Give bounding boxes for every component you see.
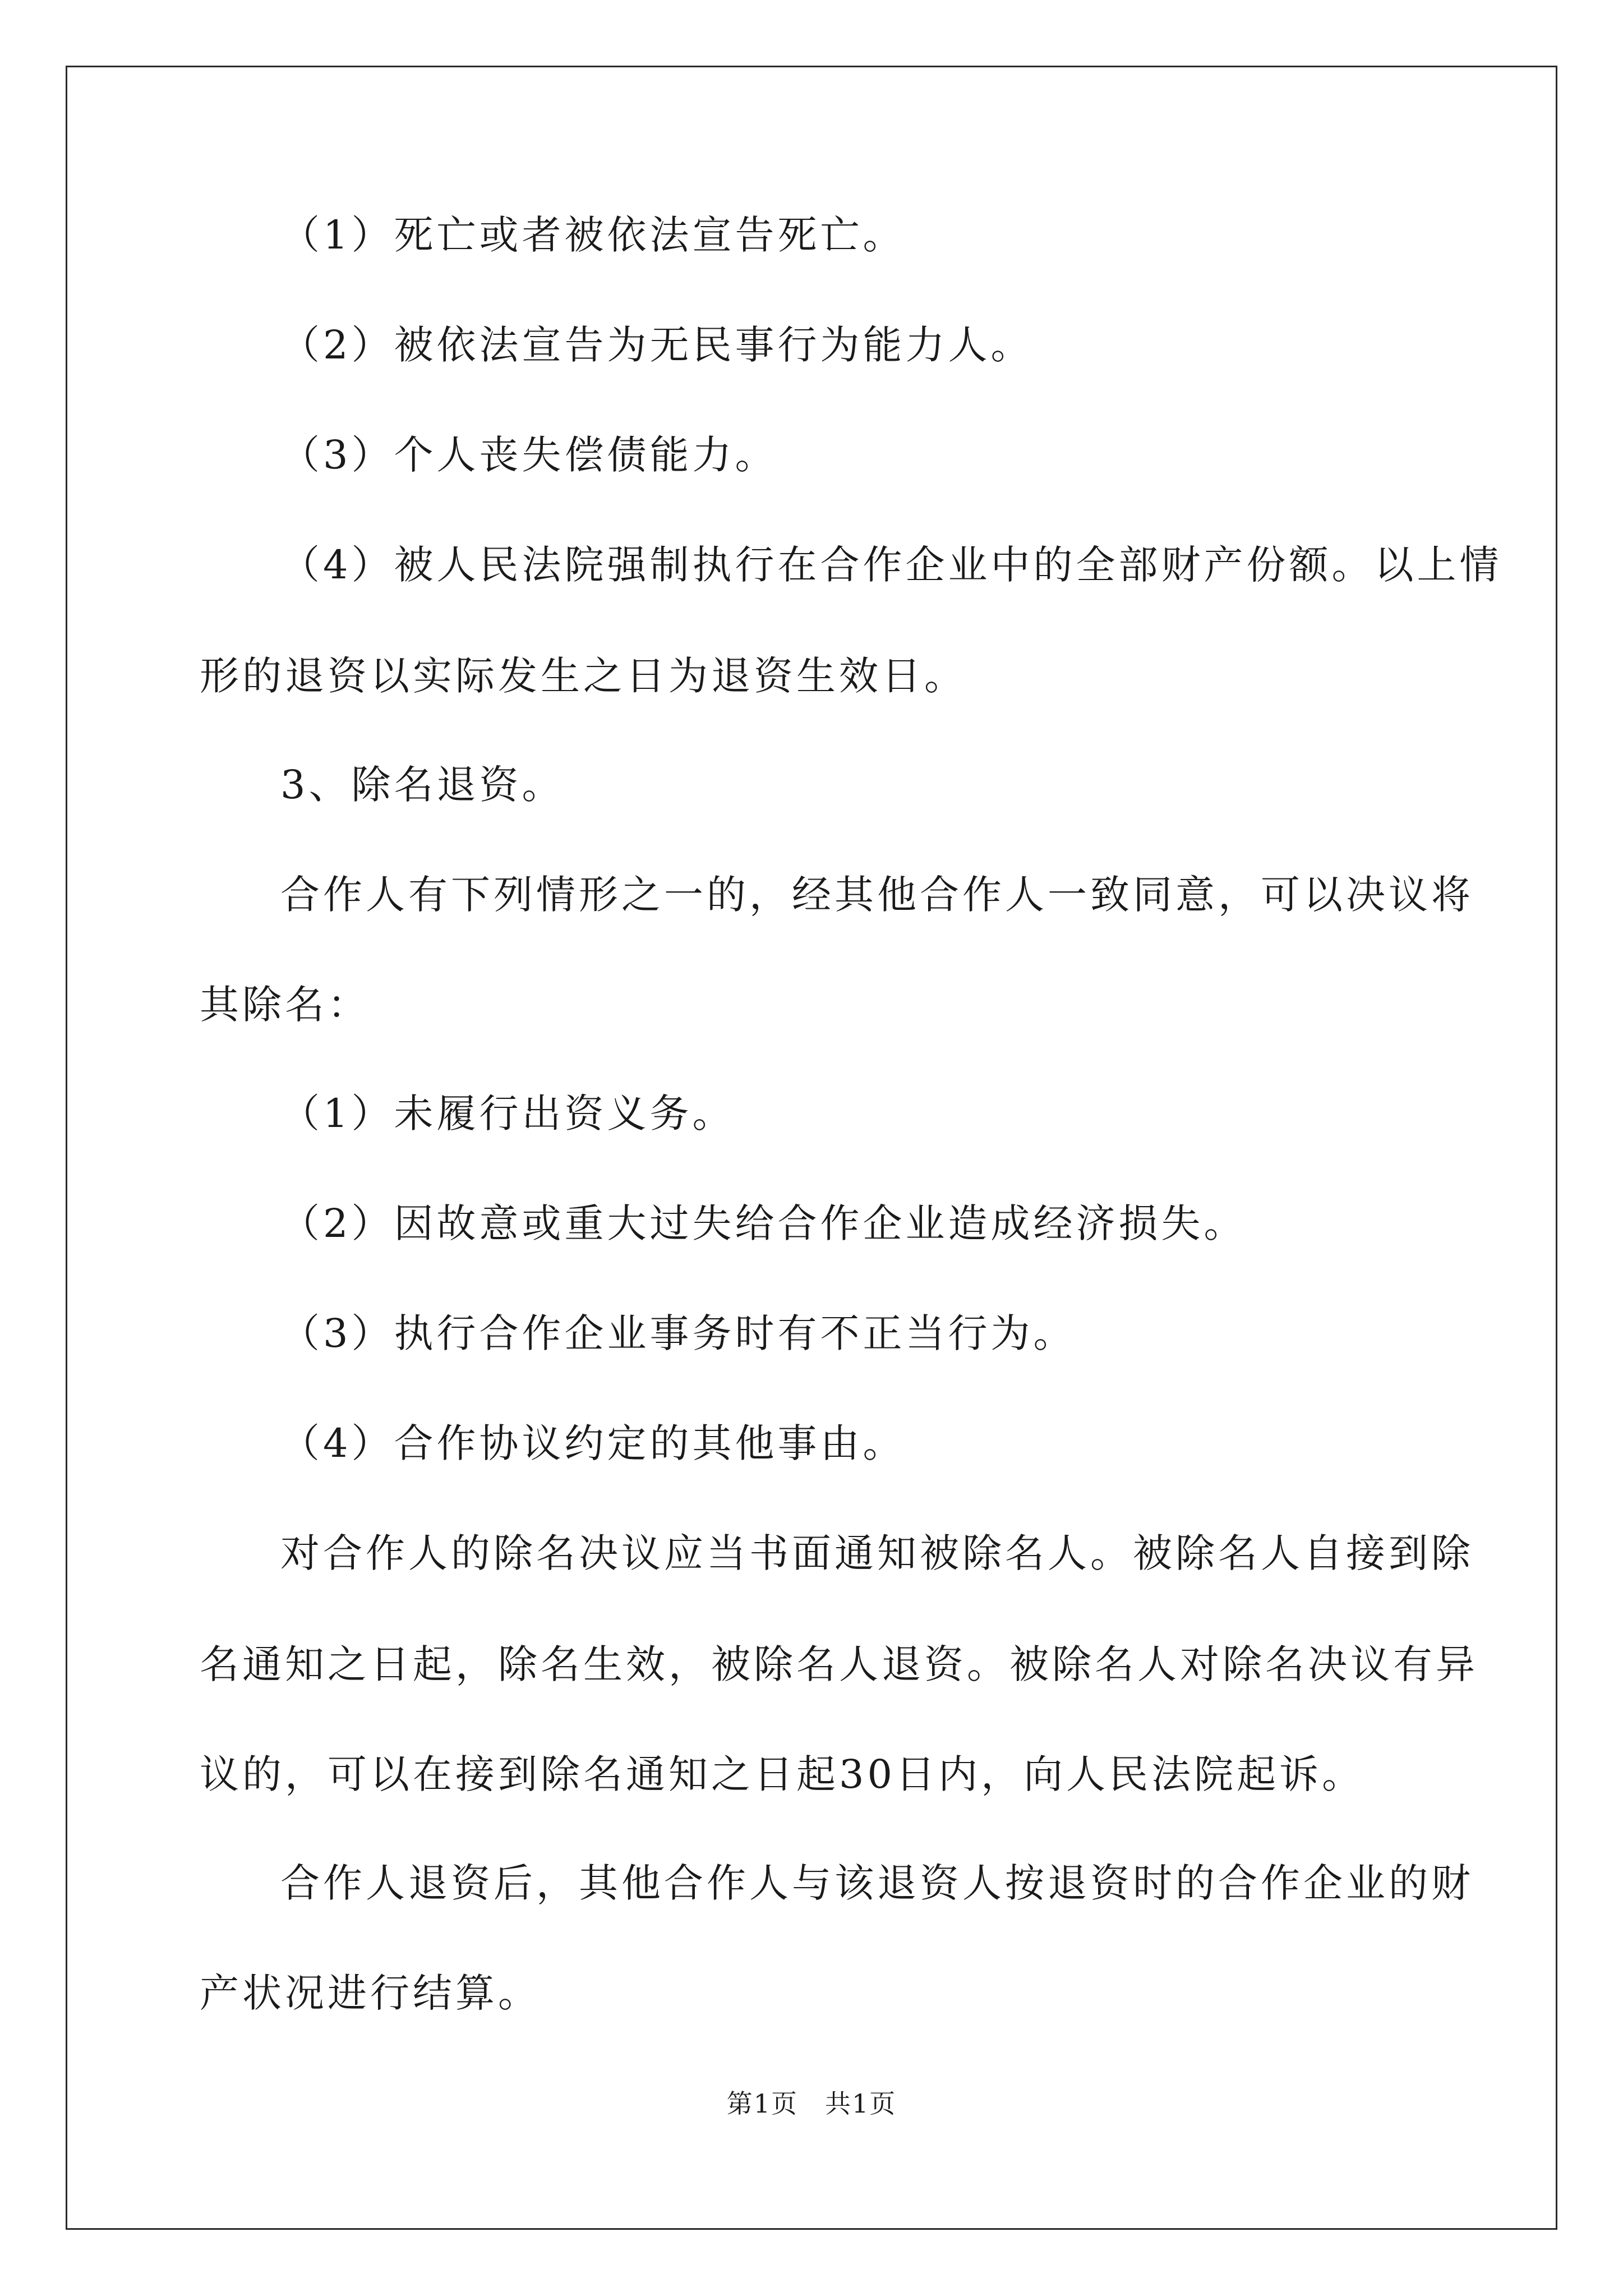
text-line: （2）因故意或重大过失给合作企业造成经济损失。 <box>280 1200 1247 1246</box>
text-line: 名通知之日起，除名生效，被除名人退资。被除名人对除名决议有异 <box>200 1641 1478 1687</box>
text-line: （1）死亡或者被依法宣告死亡。 <box>280 212 906 258</box>
page-footer: 第1页 共1页 <box>726 2088 897 2119</box>
text-line: 议的，可以在接到除名通知之日起30日内，向人民法院起诉。 <box>200 1751 1365 1797</box>
text-line: 3、除名退资。 <box>280 762 565 808</box>
text-line: （2）被依法宣告为无民事行为能力人。 <box>280 322 1034 368</box>
text-line: 合作人有下列情形之一的，经其他合作人一致同意，可以决议将 <box>280 872 1474 918</box>
text-line: （4）被人民法院强制执行在合作企业中的全部财产份额。以上情 <box>280 542 1502 588</box>
text-line: （3）个人丧失偿债能力。 <box>280 432 778 478</box>
text-line: 对合作人的除名决议应当书面通知被除名人。被除名人自接到除 <box>280 1530 1474 1576</box>
text-line: 其除名： <box>200 982 370 1028</box>
text-line: 形的退资以实际发生之日为退资生效日。 <box>200 653 967 699</box>
text-line: （1）未履行出资义务。 <box>280 1091 735 1137</box>
text-line: 合作人退资后，其他合作人与该退资人按退资时的合作企业的财 <box>280 1860 1474 1906</box>
text-line: （4）合作协议约定的其他事由。 <box>280 1420 906 1466</box>
text-line: 产状况进行结算。 <box>200 1970 541 2016</box>
text-line: （3）执行合作企业事务时有不正当行为。 <box>280 1310 1076 1356</box>
